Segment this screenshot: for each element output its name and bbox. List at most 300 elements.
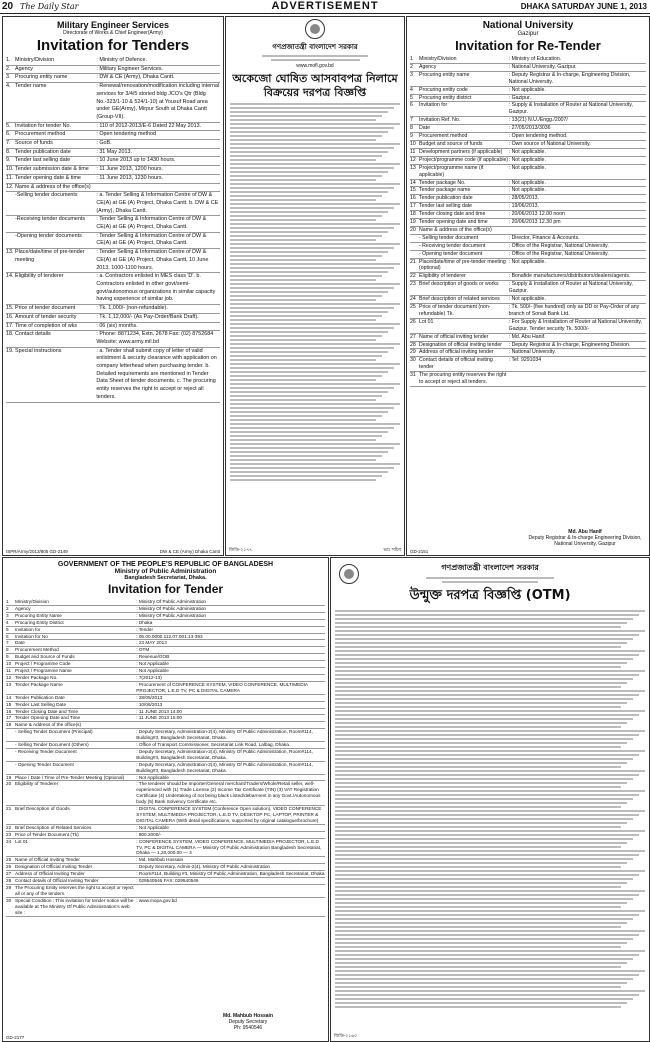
text-line-placeholder [230,467,394,469]
table-cell: : 28/05/2013. [509,195,646,202]
text-line-placeholder [335,614,639,616]
table-cell: - Receiving Tender Document [15,748,77,754]
text-line-placeholder [230,263,400,265]
table-cell: Source of funds [15,140,53,147]
table-row [6,661,325,668]
text-line-placeholder [335,874,639,876]
table-cell: : Not applicable. [509,296,646,303]
table-cell: 16 [6,708,12,714]
table-cell: : Not applicable. [509,180,646,187]
text-line-placeholder [335,610,645,612]
section-title: ADVERTISEMENT [271,0,379,12]
table-row [410,273,646,281]
gob1-head: গণপ্রজাতন্ত্রী বাংলাদেশ সরকার [272,43,358,51]
table-cell: 31 [410,372,416,379]
text-line-placeholder [230,259,376,261]
table-row [6,131,220,140]
text-line-placeholder [335,630,645,632]
text-line-placeholder [230,319,376,321]
table-cell: 28 [6,878,12,884]
table-cell: : CONFERENCE SYSTEM, VIDEO CONFERENCE, MULTIMEDIA PROJECTOR, L.E.D TV, PC & DIGITAL CAMERA — Ministry Of Public Administration Bangladesh Secretariat, Dhaka — 1,20,000.00 — 3 [136,839,325,857]
text-line-placeholder [335,978,633,980]
table-cell: 23 [410,281,416,288]
text-line-placeholder [230,219,376,221]
table-row [6,216,220,232]
text-line-placeholder [335,954,639,956]
table-row [6,634,325,641]
table-cell: 2 [6,605,9,611]
table-row [6,74,220,83]
table-cell: : Tender Selling & Information Centre of DW & CE(A) at GE (A) Project, Dhaka Cantt. [96,233,220,248]
table-cell: : 11 JUNE 2013 15:00 [136,715,325,721]
table-cell: : Room#114, Building #3, Ministry Of Public Administration, Bangladesh Secretariat, Dhaka [136,871,325,877]
table-cell: 8 [410,125,413,132]
table-cell: : Gazipur. [509,95,646,102]
table-cell: 19. [6,347,14,354]
text-line-placeholder [230,463,400,465]
table-row [410,195,646,203]
table-row [6,273,220,305]
table-row [6,715,325,722]
table-row [6,348,220,403]
table-cell: Name & address of the office(s) [15,183,91,190]
table-row [410,227,646,235]
text-line-placeholder [230,431,388,433]
table-row [410,296,646,304]
table-cell: 7 [6,640,9,646]
table-cell: Tender last selling date [419,203,473,210]
table-row [410,141,646,149]
text-line-placeholder [230,459,376,461]
table-cell: 6. [6,131,11,138]
table-cell: 30 [6,897,12,903]
table-cell: Tender closing date and time [419,211,486,218]
table-row [6,742,325,749]
text-line-placeholder [230,379,376,381]
table-cell: : Tender Selling & Information Centre of DW & CE(A) at GE (A) Project, Dhaka Cantt, 10 June 2013, 1000-1100 hours. [96,249,220,272]
table-row [6,857,325,864]
text-line-placeholder [230,287,394,289]
table-cell: Tender Publication Date [15,694,65,700]
text-line-placeholder [335,690,645,692]
text-line-placeholder [230,299,376,301]
table-cell: Price of tender document (non-refundable) Tk. [419,304,491,317]
table-cell: 17 [6,715,12,721]
table-row [410,203,646,211]
table-row [6,702,325,709]
table-cell: 14. [6,273,14,280]
table-row [6,898,325,917]
text-line-placeholder [335,958,633,960]
table-cell: 6 [6,633,9,639]
table-cell: Tender package name [419,187,471,194]
table-cell: 23 [6,831,12,837]
table-cell: Lot 01 [419,318,434,325]
text-line-placeholder [335,682,627,684]
table-cell: 21 [6,806,12,812]
text-line-placeholder [335,830,645,832]
table-cell: 13 [6,681,12,687]
table-cell: : Not applicable. [509,149,646,156]
table-cell: : 27/05/2013/3036 [509,125,646,132]
text-line-placeholder [335,962,627,964]
table-row [6,323,220,332]
table-cell: Budget and source of funds [419,140,483,147]
table-row [6,749,325,762]
gob1-web: www.mofl.gov.bd [296,63,334,69]
text-line-placeholder [230,143,400,145]
table-cell: : a. Contractors enlisted in MES class 'D'. b. Contractors enlisted in other govt/semi-govt/autonomous organizations in similar capacity having experience of similar job. [96,273,220,304]
text-line-placeholder [230,243,400,245]
text-line-placeholder [335,762,627,764]
otm-body [331,610,649,1008]
table-cell: : Office of the Registrar, National University. [509,243,646,250]
table-cell: 19 [6,774,12,780]
text-line-placeholder [335,810,645,812]
table-cell: Project / Programme Name [15,668,72,674]
table-cell: 29 [410,349,416,356]
text-line-placeholder [335,934,639,936]
text-line-placeholder [335,790,645,792]
table-cell: : Own source of National University. [509,141,646,148]
text-line-placeholder [230,255,382,257]
table-row [6,832,325,839]
table-cell: 27 [6,871,12,877]
table-cell: 12. [6,183,14,190]
table-row [6,762,325,775]
table-row [6,654,325,661]
text-line-placeholder [230,115,382,117]
table-cell: : 20/06/2013 12.30 pm [509,219,646,226]
table-cell: Address of official inviting tender [419,349,494,356]
table-cell: : a. Tender shall submit copy of letter of valid enlistment & security clearance with application on company letterhead when purchasing tender. b. Detailed requirements are mentioned in Tender Data Sheet of tender documents. c. The procuring entity reserves the right to accept or reject all tenders. [96,348,220,402]
table-cell: Tender publication date [15,148,71,155]
text-line-placeholder [335,894,639,896]
nu-sub: Gazipur [517,31,539,37]
text-line-placeholder [335,802,627,804]
table-cell: 12 [6,674,12,680]
table-cell: : GoB. [96,140,220,148]
mes-org: Military Engineer Services [56,20,170,30]
text-line-placeholder [230,323,400,325]
table-row [6,806,325,825]
table-cell: Tender name [15,83,47,90]
table-cell: Brief description of related services [419,296,500,303]
table-cell: Tender last selling date [15,157,71,164]
page-number: 20 [2,1,14,12]
text-line-placeholder [335,714,639,716]
text-line-placeholder [335,662,627,664]
table-cell: 2 [410,63,413,70]
otm-title: উন্মুক্ত দরপত্র বিজ্ঞপ্তি (OTM) [409,588,571,603]
text-line-placeholder [335,726,621,728]
table-row [6,314,220,323]
table-cell: - Selling Tender Document (Principal) [15,729,93,735]
table-row [6,599,325,606]
text-line-placeholder [335,658,633,660]
text-line-placeholder [335,994,639,996]
table-cell: 4. [6,83,11,90]
text-line-placeholder [335,798,633,800]
nu-sig-name: Md. Abu Hanif [568,529,602,535]
table-cell: 15 [6,701,12,707]
table-cell: Tender submission date & time [15,166,89,173]
text-line-placeholder [335,818,633,820]
table-row [6,149,220,158]
table-row [6,233,220,249]
table-cell: - Opening Tender Document [15,761,74,767]
table-cell: Brief description of goods or works [419,281,499,288]
table-cell: Name & address of the office(s) [419,226,492,233]
text-line-placeholder [230,411,388,413]
table-cell: Contact details of official inviting tender [419,357,493,371]
table-row [6,57,220,66]
text-line-placeholder [335,730,645,732]
table-cell: 14 [6,694,12,700]
text-line-placeholder [335,806,621,808]
table-cell: Place/date/time of pre-tender meeting [15,249,85,263]
table-row [410,259,646,274]
table-cell: 16 [410,195,416,202]
table-cell: Special Condition : This invitation for tender notice will be available at The Ministry Of Public Administration's web site : [15,897,134,915]
table-cell: Procurement method [15,131,66,138]
text-line-placeholder [335,982,627,984]
text-line-placeholder [230,295,382,297]
table-cell: : 19/06/2013. [509,203,646,210]
mes-foot-left: ISPR/Army/2013/805 GD-2149 [6,549,68,554]
text-line-placeholder [335,898,633,900]
table-cell: Procuring entity district [419,94,472,101]
table-cell: : Deputy Secretary, Administration-2(4), Ministry Of Public Administration, Room#114, Building#3, Bangladesh Secretariat, Dhaka. [136,749,325,761]
nu-sig-desig: Deputy Registrar & In-charge Engineering Division, National University, Gazipur [528,535,642,547]
table-cell: Brief Description of Related Services [15,824,92,830]
table-cell: Ministry/Division [15,599,49,604]
table-cell: Price of Tender Document (Tk) [15,831,79,837]
table-row [6,878,325,885]
text-line-placeholder [335,754,639,756]
text-line-placeholder [230,231,388,233]
mopa-signature [198,1013,298,1031]
table-cell: 7 [410,117,413,124]
table-cell: Name & Address of the office(s) [15,722,82,728]
table-cell: : 23 MAY 2013 [136,640,325,646]
table-cell: : Not Applicable [136,775,325,781]
table-row [6,620,325,627]
text-line-placeholder [230,275,382,277]
table-row [6,871,325,878]
text-line-placeholder [230,307,394,309]
gob1-foot-left: জিডি-২১৭৭ [229,547,253,552]
text-line-placeholder [335,706,621,708]
table-cell: 15 [410,187,416,194]
table-cell: Date [419,125,430,132]
table-cell: : Ministry Of Public Administration [136,613,325,619]
text-line-placeholder [335,710,645,712]
text-line-placeholder [230,387,394,389]
nu-title: Invitation for Re-Tender [455,38,601,53]
text-line-placeholder [230,343,400,345]
text-line-placeholder [230,251,388,253]
table-cell: : Deputy Registrar & In-charge, Engineering Division. [509,342,646,349]
text-line-placeholder [335,942,627,944]
table-cell: : The tenderer should be Importer/General merchant/Traders/Whole/Retail seller, well-experienced with (1) Trade License (2) Income Tax Certificate (TIN) (3) VAT Registration Certificate (4) Undertaking of not being black Listed/debarment in any Govt./Autonomous body (5) Bank Solvency Certificate etc. [136,781,325,805]
table-cell: 1. [6,57,11,63]
table-cell: : Not applicable. [509,165,646,179]
table-row [410,235,646,243]
table-cell: : Open tendering method [96,131,220,139]
text-line-placeholder [230,391,388,393]
table-cell: : Deputy Secretary, Administration-2(4), Ministry Of Public Administration, Room#114, Building#3, Bangladesh Secretariat, Dhaka. [136,729,325,741]
text-line-placeholder [335,718,633,720]
text-line-placeholder [230,179,376,181]
table-cell: : DW & CE (Army), Dhaka Cantt. [96,74,220,82]
table-cell: Time of completion of wks [15,322,78,329]
table-cell: : Supply & Installation of Router at National University, Gazipur. [509,102,646,116]
table-cell: Tender opening date & time [15,174,81,181]
table-cell: 1 [6,599,9,604]
table-row [6,695,325,702]
table-cell: 6 [410,102,413,109]
table-row [410,165,646,180]
text-line-placeholder [230,187,394,189]
table-row [6,839,325,858]
table-row [6,722,325,729]
table-cell: -Opening tender documents [15,232,82,239]
text-line-placeholder [335,850,645,852]
text-line-placeholder [335,938,633,940]
text-line-placeholder [230,239,376,241]
table-cell: : Md. Abu Hanif. [509,334,646,341]
table-cell: 17. [6,322,14,329]
text-line-placeholder [335,826,621,828]
table-cell [6,742,15,748]
table-cell: 1 [410,56,413,62]
text-line-placeholder [230,139,376,141]
text-line-placeholder [230,363,400,365]
table-cell: 9 [6,654,9,660]
table-row [410,357,646,372]
text-line-placeholder [230,135,382,137]
text-line-placeholder [335,902,627,904]
table-cell: Designation of official inviting tender [419,341,502,348]
table-row [410,372,646,387]
table-row [6,123,220,132]
table-row [410,64,646,72]
text-line-placeholder [335,926,621,928]
text-line-placeholder [335,814,639,816]
table-cell: 9 [410,133,413,140]
table-cell: 10. [6,166,14,173]
table-cell [6,762,15,774]
text-line-placeholder [230,279,376,281]
text-line-placeholder [335,870,645,872]
text-line-placeholder [335,654,639,656]
nu-foot-left: GD-2151 [410,549,429,554]
text-line-placeholder [335,650,645,652]
text-line-placeholder [335,1006,621,1008]
table-cell [410,243,419,250]
text-line-placeholder [335,618,633,620]
table-cell: Procuring entity code [419,86,468,93]
table-cell: Eligibility of Tenderer [15,781,59,787]
table-cell: Brief Description of Goods [15,806,70,812]
table-cell: 8. [6,148,11,155]
table-cell: : For Supply & Installation of Router at National University, Gazipur. Tender security Tk. 5000/- [509,319,646,333]
table-cell: : Revenue/GOB [136,654,325,660]
text-line-placeholder [230,207,394,209]
table-cell: 12 [410,156,416,163]
table-cell: : Bonafide manufacturers/distributors/dealers/agents. [509,273,646,280]
table-cell: 16. [6,313,14,320]
table-cell: 11 [410,148,416,155]
table-row [6,885,325,898]
mopa-foot-left: GD-2177 [6,1035,25,1040]
text-line-placeholder [230,479,376,481]
table-cell: : a. Tender Selling & Information Centre of DW & CE(A) at GE (A) Project, Dhaka Cantt. b. DW & CE (Army), Dhaka Cantt. [96,192,220,215]
text-line-placeholder [335,746,621,748]
table-cell: Procuring entity name [15,74,68,81]
text-line-placeholder [335,766,621,768]
mopa-head1: GOVERNMENT OF THE PEOPLE'S REPUBLIC OF BANGLADESH [57,561,274,568]
page-header [0,0,650,14]
mopa-sig-phone: Ph: 9540546 [233,1025,263,1031]
table-row [6,249,220,273]
table-cell: Invitation for No [15,633,48,639]
table-cell: 7. [6,140,11,147]
table-cell: : Deputy Registrar & In-charge, Engineering Division, National University. [509,72,646,86]
table-row [410,334,646,342]
text-line-placeholder [230,247,394,249]
table-cell: 25 [410,304,416,310]
table-cell: 24 [6,838,12,844]
table-cell: : Not Applicable [136,668,325,674]
text-line-placeholder [335,838,633,840]
table-cell: Project/programme name (if applicable) [419,164,484,178]
text-line-placeholder [230,347,394,349]
table-row [410,349,646,357]
table-cell: : Phone: 8871234, Extn. 2678 Fax: (02) 8752684 Website: www.army.mil.bd [96,331,220,346]
table-cell: : Not applicable. [509,187,646,194]
table-cell: Eligibility of tenderer [15,273,64,280]
table-cell: Contact details [15,331,51,338]
text-line-placeholder [335,642,627,644]
text-line-placeholder [230,427,394,429]
text-line-placeholder [230,399,376,401]
text-line-placeholder [335,950,645,952]
text-line-placeholder [230,335,382,337]
text-line-placeholder [335,622,627,624]
table-cell: : Ministry Of Public Administration [136,606,325,612]
text-line-placeholder [335,702,627,704]
nu-org: National University [482,20,574,31]
table-cell [6,216,15,231]
table-cell: The procuring entity reserves the right to accept or reject all tenders. [419,372,507,386]
text-line-placeholder [230,303,400,305]
text-line-placeholder [230,395,382,397]
table-cell: : Not applicable. [509,87,646,94]
table-cell: Agency [15,65,33,72]
table-row [6,66,220,75]
table-cell: : Office of the Registrar, National University. [509,251,646,258]
table-cell: Tender package No. [419,179,466,186]
govt-emblem-icon [339,564,359,584]
text-line-placeholder [230,311,388,313]
text-line-placeholder [230,151,388,153]
table-row [6,184,220,193]
table-cell: : Tender [136,627,325,633]
table-row [6,175,220,184]
text-line-placeholder [230,163,400,165]
